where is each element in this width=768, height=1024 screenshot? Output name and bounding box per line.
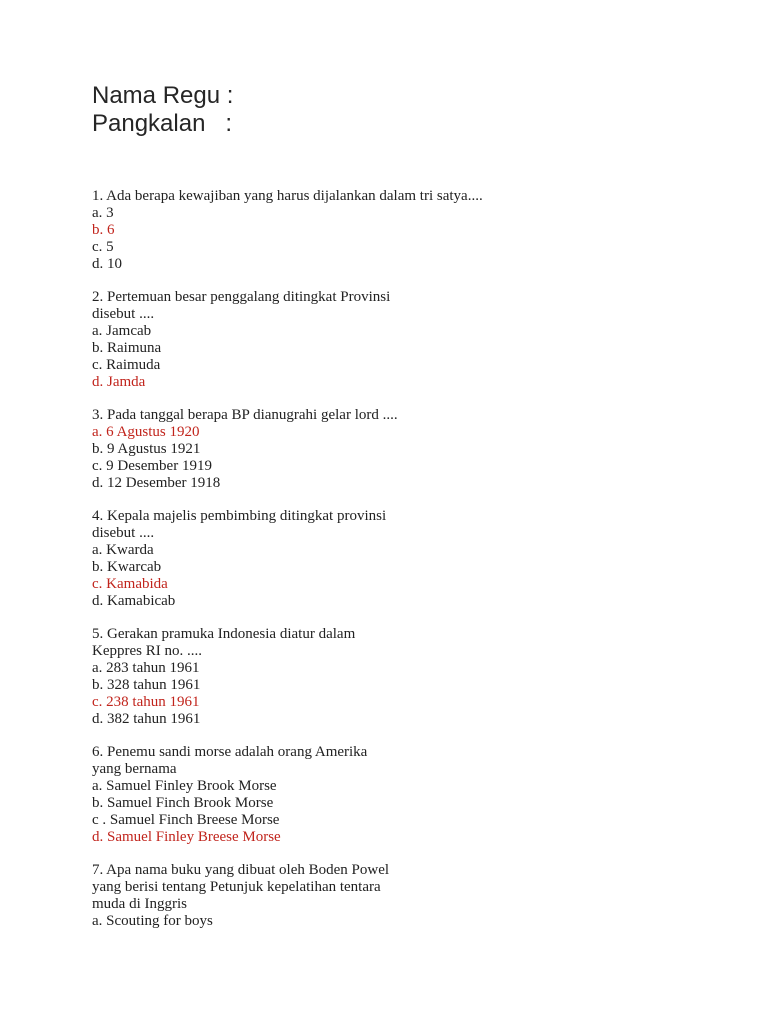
answer-option-correct: c. Kamabida [92,576,168,592]
question-text: 4. Kepala majelis pembimbing ditingkat provinsi [92,508,387,524]
answer-option: d. 12 Desember 1918 [92,475,221,491]
quiz-question-list [92,188,522,946]
answer-option: a. Jamcab [92,323,152,339]
question-text: 3. Pada tanggal berapa BP dianugrahi gelar lord .... [92,407,398,423]
answer-option: b. Samuel Finch Brook Morse [92,795,274,811]
question-block [92,188,522,273]
question-block [92,626,522,728]
question-block [92,407,522,492]
answer-option: b. Kwarcab [92,559,162,575]
question-block [92,289,522,391]
team-name-field-label: Nama Regu : [92,82,234,109]
question-text: yang bernama [92,761,177,777]
answer-option: c. 9 Desember 1919 [92,458,212,474]
answer-option: d. 382 tahun 1961 [92,711,201,727]
answer-option: c. 5 [92,239,114,255]
answer-option: d. 10 [92,256,122,272]
question-text: muda di Inggris [92,896,187,912]
question-text: 7. Apa nama buku yang dibuat oleh Boden Powel [92,862,390,878]
question-text: disebut .... [92,525,155,541]
question-block [92,862,522,930]
answer-option: a. 3 [92,205,114,221]
question-block [92,744,522,846]
question-text: 2. Pertemuan besar penggalang ditingkat Provinsi [92,289,391,305]
answer-option: c. Raimuda [92,357,161,373]
answer-option-correct: d. Samuel Finley Breese Morse [92,829,281,845]
question-text: 6. Penemu sandi morse adalah orang Amerika [92,744,368,760]
question-text: yang berisi tentang Petunjuk kepelatihan tentara [92,879,381,895]
question-text: Keppres RI no. .... [92,643,202,659]
base-field-label: Pangkalan : [92,110,233,137]
answer-option: b. Raimuna [92,340,162,356]
answer-option-correct: b. 6 [92,222,115,238]
answer-option: b. 9 Agustus 1921 [92,441,201,457]
answer-option: c . Samuel Finch Breese Morse [92,812,280,828]
answer-option: a. Samuel Finley Brook Morse [92,778,277,794]
answer-option-correct: c. 238 tahun 1961 [92,694,200,710]
answer-option-correct: d. Jamda [92,374,146,390]
question-text: 1. Ada berapa kewajiban yang harus dijalankan dalam tri satya.... [92,188,483,204]
question-text: 5. Gerakan pramuka Indonesia diatur dalam [92,626,356,642]
document-header [92,82,233,138]
answer-option: b. 328 tahun 1961 [92,677,201,693]
answer-option: a. 283 tahun 1961 [92,660,200,676]
answer-option: a. Scouting for boys [92,913,213,929]
question-block [92,508,522,610]
answer-option-correct: a. 6 Agustus 1920 [92,424,200,440]
answer-option: a. Kwarda [92,542,154,558]
answer-option: d. Kamabicab [92,593,176,609]
question-text: disebut .... [92,306,155,322]
